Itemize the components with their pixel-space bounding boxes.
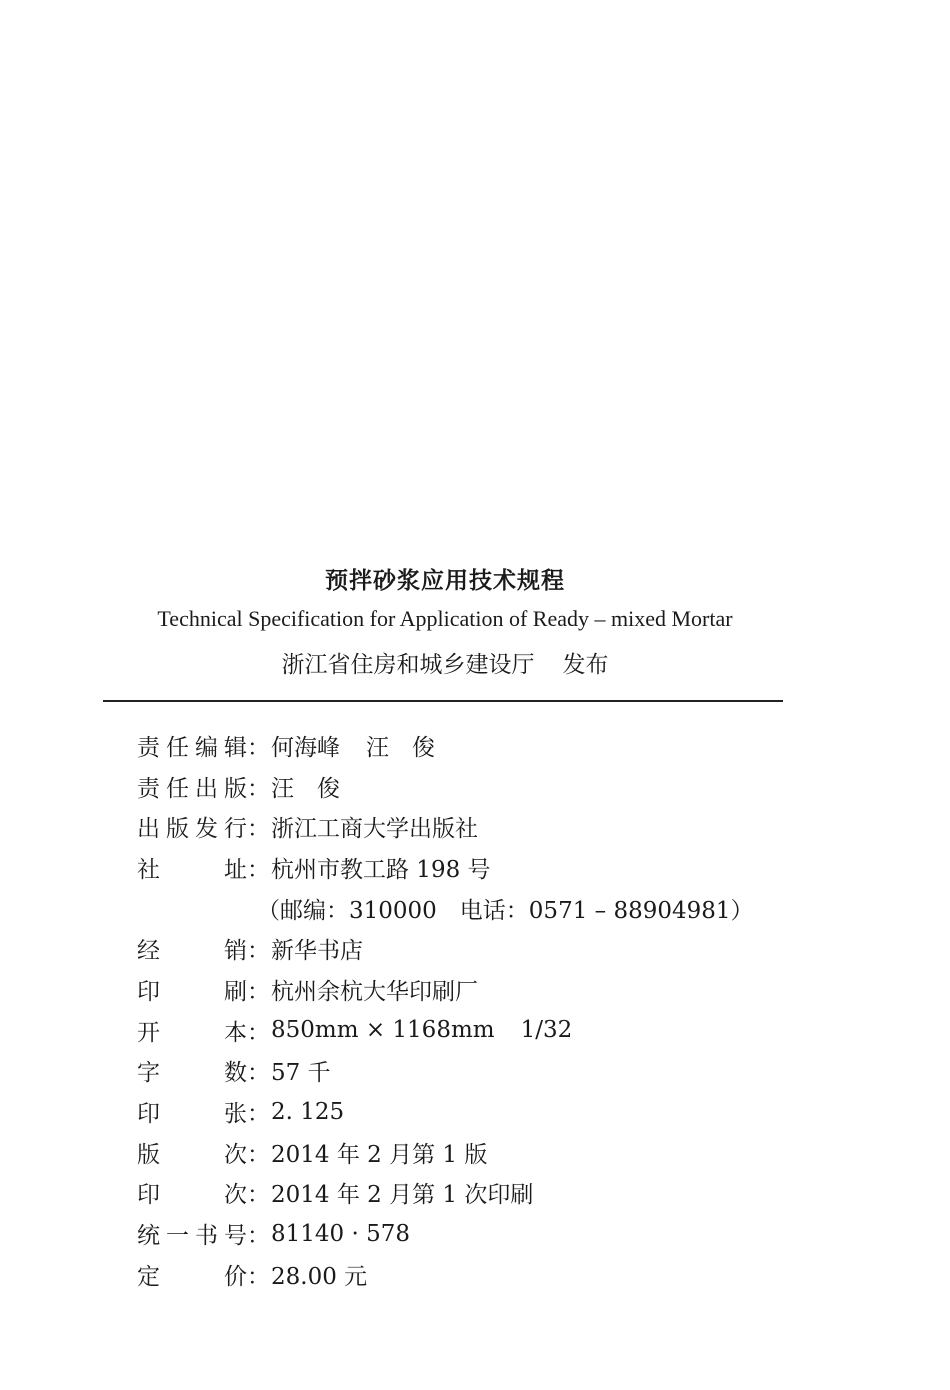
label-printing: 印 次 xyxy=(137,1182,247,1209)
value-distribution: 浙江工商大学出版社 xyxy=(271,816,478,843)
value-printing: 2014 年 2 月第 1 次印刷 xyxy=(271,1182,534,1209)
colon: ： xyxy=(247,938,270,965)
label-distribution: 出 版 发 行 xyxy=(137,816,247,843)
row-seller xyxy=(137,928,857,969)
value-printer: 杭州余杭大华印刷厂 xyxy=(271,978,478,1005)
label-wordcount: 字 数 xyxy=(137,1060,247,1087)
value-editor: 何海峰 汪 俊 xyxy=(271,734,435,761)
label-seller: 经 销 xyxy=(137,938,247,965)
row-price xyxy=(137,1254,857,1295)
row-publish-responsible xyxy=(137,766,857,807)
colon: ： xyxy=(247,775,270,802)
title-chinese: 预拌砂浆应用技术规程 xyxy=(325,568,565,594)
value-wordcount: 57 千 xyxy=(271,1060,331,1087)
colon: ： xyxy=(247,1182,270,1209)
value-format: 850mm × 1168mm 1/32 xyxy=(271,1017,573,1044)
label-printer: 印 刷 xyxy=(137,978,247,1005)
label-publish-responsible: 责 任 出 版 xyxy=(137,775,247,802)
row-edition xyxy=(137,1132,857,1173)
row-distribution xyxy=(137,806,857,847)
label-format: 开 本 xyxy=(137,1019,247,1046)
label-sheets: 印 张 xyxy=(137,1101,247,1128)
label-address: 社 址 xyxy=(137,856,247,883)
divider-rule xyxy=(103,700,783,702)
row-postcode-phone xyxy=(137,888,857,929)
row-address xyxy=(137,847,857,888)
colon: ： xyxy=(247,1060,270,1087)
colon: ： xyxy=(247,734,270,761)
row-wordcount xyxy=(137,1051,857,1092)
label-editor: 责 任 编 辑 xyxy=(137,734,247,761)
value-isbn: 81140 · 578 xyxy=(271,1220,410,1247)
colon: ： xyxy=(247,816,270,843)
value-price: 28.00 元 xyxy=(271,1263,368,1290)
colon: ： xyxy=(247,1263,270,1290)
row-sheets xyxy=(137,1091,857,1132)
row-editor xyxy=(137,725,857,766)
row-isbn xyxy=(137,1213,857,1254)
label-edition: 版 次 xyxy=(137,1141,247,1168)
label-isbn: 统 一 书 号 xyxy=(137,1223,247,1250)
value-postcode-phone: （邮编：310000 电话：0571 – 88904981） xyxy=(257,897,754,924)
colophon-info xyxy=(137,725,857,1295)
colon: ： xyxy=(247,978,270,1005)
label-price: 定 价 xyxy=(137,1263,247,1290)
issue-word: 发布 xyxy=(562,652,609,678)
colon: ： xyxy=(247,1223,270,1250)
colon: ： xyxy=(247,1101,270,1128)
value-publish-responsible: 汪 俊 xyxy=(271,775,340,802)
colon: ： xyxy=(247,1141,270,1168)
row-printing xyxy=(137,1173,857,1214)
title-english: Technical Specification for Application of Ready – mixed Mortar xyxy=(157,606,733,631)
colon: ： xyxy=(247,856,270,883)
value-address: 杭州市教工路 198 号 xyxy=(271,856,491,883)
row-format xyxy=(137,1010,857,1051)
issuer-name: 浙江省住房和城乡建设厅 xyxy=(281,652,535,678)
issuer-line xyxy=(0,646,890,679)
value-sheets: 2. 125 xyxy=(271,1098,345,1125)
value-seller: 新华书店 xyxy=(271,938,363,965)
value-edition: 2014 年 2 月第 1 版 xyxy=(271,1141,488,1168)
row-printer xyxy=(137,969,857,1010)
colon: ： xyxy=(247,1019,270,1046)
